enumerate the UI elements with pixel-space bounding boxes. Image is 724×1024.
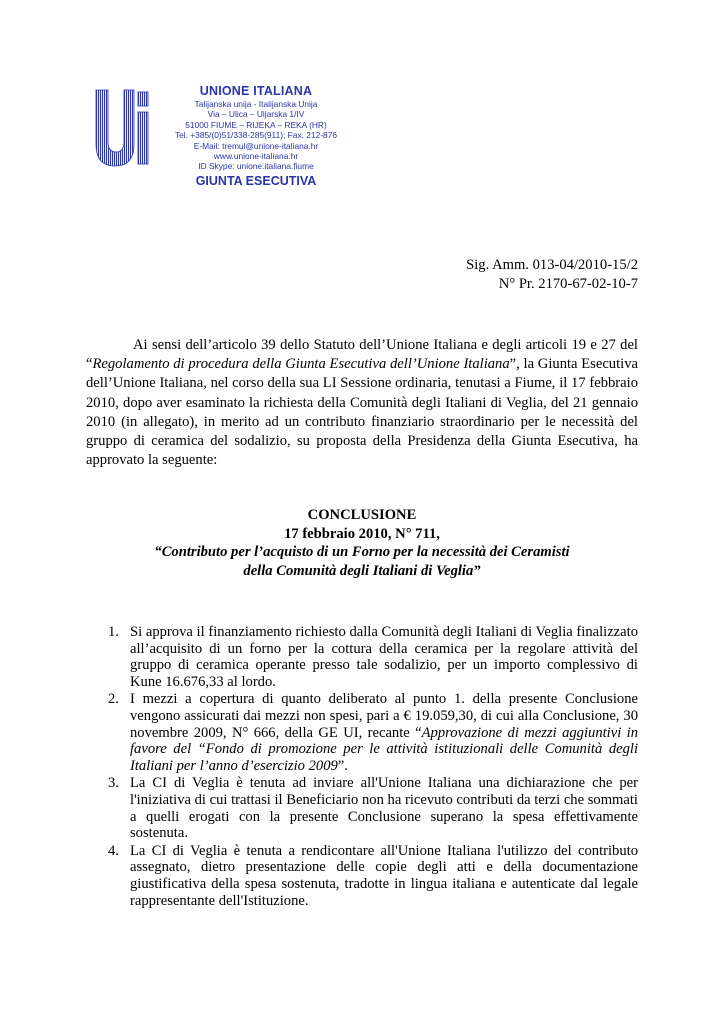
list-item-text: La CI di Veglia è tenuta ad inviare all'Unione Italiana una dichiarazione che per l'iniziativa di cui trattasi il Beneficiario non ha ricevuto contributi da terzi che sommati a quelli erogati con la presente Conclusione superano la spesa effettivamente sostenuta. [130, 775, 638, 842]
org-subtitle: GIUNTA ESECUTIVA [195, 173, 317, 188]
conclusion-heading [86, 506, 638, 580]
org-name: UNIONE ITALIANA [199, 84, 313, 98]
conclusion-date: 17 febbraio 2010, N° 711, [284, 525, 440, 542]
ui-logo [94, 86, 150, 168]
list-item [86, 775, 638, 841]
list-item-number: 1. [108, 624, 119, 640]
list-item [86, 843, 638, 909]
org-line-skype: ID Skype: unione.italiana.fiume [198, 161, 314, 172]
intro-text-2: ”, la Giunta Esecutiva dell’Unione Italiana, nel corso della sua LI Sessione ordinaria, tenutasi a Fiume, il 17 febbraio 2010, dopo aver esaminato la richiesta della Comunità degli Italiani di Veglia, del 21 gennaio 2010 (in allegato), in merito ad un contributo finanziario straordinario per le necessità del gruppo di ceramica del sodalizio, su proposta della Presidenza della Giunta Esecutiva, ha approvato la seguente: [86, 356, 638, 469]
list-item-text: Si approva il finanziamento richiesto dalla Comunità degli Italiani di Veglia finalizzato all’acquisito di un forno per la cottura della ceramica per la regolare attività del gruppo di ceramica operante presso tale sodalizio, per un importo complessivo di Kune 16.676,33 al lordo. [130, 624, 638, 690]
list-item-text: I mezzi a copertura di quanto deliberato al punto 1. della presente Conclusione vengono assicurati dai mezzi non spesi, pari a € 19.059,30, di cui alla Conclusione, 30 novembre 2009, N° 666, della GE UI, recante “ [130, 691, 638, 741]
organization-header [148, 84, 364, 189]
conclusion-subject-1: “Contributo per l’acquisto di un Forno per la necessità dei Ceramisti [154, 544, 570, 561]
conclusion-subject-2: della Comunità degli Italiani di Veglia” [243, 562, 481, 579]
list-item-text: La CI di Veglia è tenuta a rendicontare all'Unione Italiana l'utilizzo del contributo assegnato, dietro presentazione delle copie degli atti e della documentazione giustificativa della spesa sostenuta, tradotte in lingua italiana e autenticate dal legale rappresentante dell'Istituzione. [130, 842, 638, 909]
list-item-number: 3. [108, 775, 119, 792]
intro-text-1: Ai sensi dell’articolo 39 dello Statuto dell’Unione Italiana e degli articoli 19 e 27 del “ [86, 337, 638, 373]
list-item-number: 4. [108, 842, 119, 859]
numbered-list [86, 624, 638, 910]
org-line-names: Talijanska unija - Italijanska Unija [194, 99, 318, 109]
list-item [86, 624, 638, 690]
reference-numbers [466, 256, 638, 294]
org-line-street: Via – Ulica – Uljarska 1/IV [207, 109, 305, 120]
list-item [86, 691, 638, 774]
org-line-phone: Tel. +385/(0)51/338-285(911); Fax. 212-876 [174, 130, 338, 141]
list-item-number: 2. [108, 691, 119, 708]
list-item-italic: Approvazione di mezzi aggiuntivi in favore del “Fondo di promozione per le attività istituzionali delle Comunità degli Italiani per l’anno d’esercizio 2009 [130, 724, 638, 774]
org-line-city: 51000 FIUME – RIJEKA – REKA (HR) [185, 119, 327, 130]
org-line-email: E-Mail: tremul@unione-italiana.hr [193, 140, 319, 151]
intro-regulation-title: Regolamento di procedura della Giunta Esecutiva dell’Unione Italiana [92, 356, 510, 373]
intro-paragraph [86, 336, 638, 470]
sig-amm: Sig. Amm. 013-04/2010-15/2 [466, 257, 638, 273]
ui-logo-graphic [94, 86, 150, 168]
org-line-website: www.unione-italiana.hr [213, 151, 299, 162]
protocol-number: N° Pr. 2170-67-02-10-7 [498, 276, 638, 292]
conclusion-title: CONCLUSIONE [307, 507, 417, 523]
list-item-tail: ”. [337, 757, 348, 774]
